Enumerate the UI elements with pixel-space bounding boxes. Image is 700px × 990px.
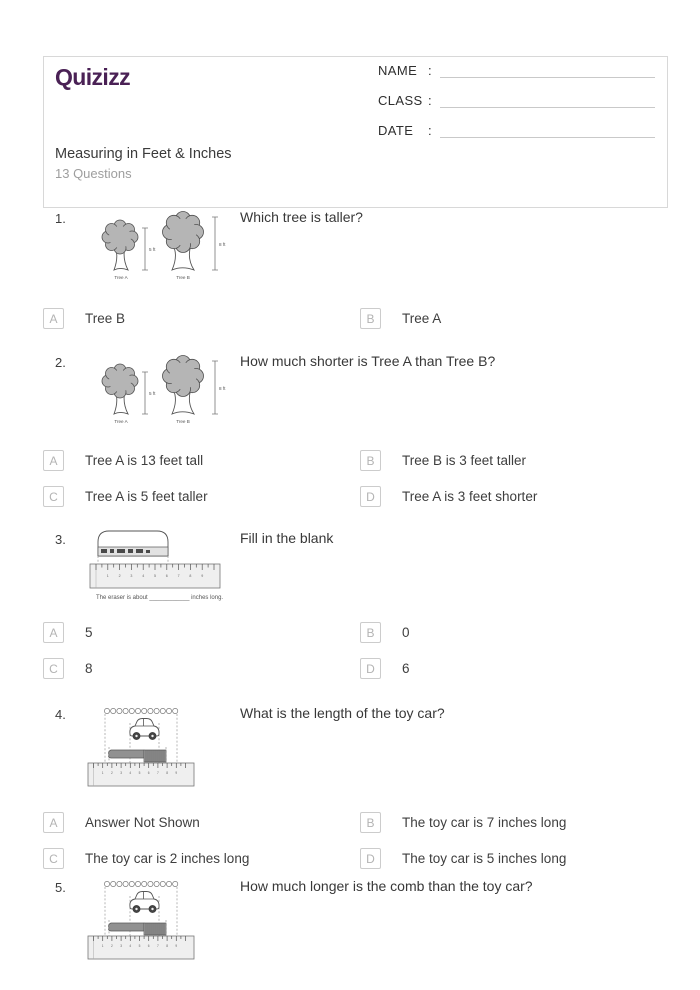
q2-option-a: A Tree A is 13 feet tall (43, 450, 203, 471)
svg-text:4: 4 (142, 574, 145, 578)
svg-text:1: 1 (101, 944, 104, 948)
worksheet-title: Measuring in Feet & Inches (55, 146, 232, 162)
option-letter-box: D (360, 486, 381, 507)
svg-text:1: 1 (101, 771, 104, 775)
svg-text:7: 7 (177, 574, 180, 578)
svg-text:5: 5 (138, 771, 141, 775)
svg-text:8: 8 (189, 574, 192, 578)
trees-figure (88, 350, 233, 428)
question-4-number: 4. (55, 707, 66, 722)
svg-text:9: 9 (201, 574, 204, 578)
option-letter-box: C (43, 486, 64, 507)
question-5-number: 5. (55, 880, 66, 895)
necklace (104, 881, 177, 886)
comb (109, 750, 166, 762)
option-letter-box: B (360, 308, 381, 329)
option-letter-box: D (360, 848, 381, 869)
date-blank-line (440, 122, 655, 138)
question-2-number: 2. (55, 355, 66, 370)
option-letter-box: D (360, 658, 381, 679)
option-letter-box: C (43, 848, 64, 869)
svg-text:3: 3 (130, 574, 133, 578)
option-letter-box: B (360, 450, 381, 471)
svg-text:6: 6 (147, 771, 150, 775)
date-field: DATE : (378, 120, 655, 138)
date-label: DATE (378, 123, 414, 138)
tree-b-height-label: 8 ft (219, 242, 226, 247)
question-5-text: How much longer is the comb than the toy car? (240, 878, 533, 894)
ruler (88, 936, 194, 959)
svg-text:7: 7 (157, 944, 159, 948)
svg-text:8: 8 (166, 771, 168, 775)
trees-figure (88, 206, 233, 284)
option-letter-box: B (360, 812, 381, 833)
svg-text:9: 9 (175, 771, 178, 775)
svg-text:1: 1 (106, 574, 109, 578)
question-count: 13 Questions (55, 166, 132, 181)
svg-text:2: 2 (111, 771, 113, 775)
question-1-text: Which tree is taller? (240, 209, 363, 225)
quizizz-logo: Quizizz (55, 64, 131, 90)
svg-text:5: 5 (154, 574, 156, 578)
svg-text:2: 2 (118, 574, 121, 578)
q3-option-d: D 6 (360, 658, 410, 679)
option-letter-box: A (43, 308, 64, 329)
q3-option-c: C 8 (43, 658, 93, 679)
comb (109, 923, 166, 935)
svg-text:6: 6 (147, 944, 150, 948)
name-label: NAME (378, 63, 418, 78)
class-label: CLASS (378, 93, 423, 108)
tree-b-canopy (163, 356, 204, 397)
svg-text:2: 2 (111, 944, 113, 948)
q2-option-c: C Tree A is 5 feet taller (43, 486, 208, 507)
tree-a-canopy (102, 364, 138, 398)
question-1-number: 1. (55, 211, 66, 226)
comb-car-ruler-figure (86, 703, 198, 788)
q4-option-a: A Answer Not Shown (43, 812, 200, 833)
svg-text:7: 7 (157, 771, 159, 775)
tree-a-height-label: 5 ft (149, 247, 156, 252)
svg-text:6: 6 (165, 574, 168, 578)
name-blank-line (440, 62, 655, 78)
tree-b-height-label: 8 ft (219, 386, 226, 391)
option-letter-box: B (360, 622, 381, 643)
q1-option-b: B Tree A (360, 308, 441, 329)
ruler (88, 763, 194, 786)
option-letter-box: A (43, 450, 64, 471)
q3-option-a: A 5 (43, 622, 93, 643)
name-field: NAME : (378, 60, 655, 78)
option-letter-box: A (43, 622, 64, 643)
question-2-text: How much shorter is Tree A than Tree B? (240, 353, 496, 369)
svg-text:8: 8 (166, 944, 168, 948)
tree-a-label: Tree A (114, 419, 128, 424)
q1-option-a: A Tree B (43, 308, 125, 329)
toy-car (130, 892, 159, 913)
svg-text:9: 9 (175, 944, 178, 948)
class-blank-line (440, 92, 655, 108)
tree-a-label: Tree A (114, 275, 128, 280)
class-field: CLASS : (378, 90, 655, 108)
tree-b-canopy (163, 212, 204, 253)
tree-a-canopy (102, 220, 138, 254)
q2-option-b: B Tree B is 3 feet taller (360, 450, 526, 471)
eraser-ruler-figure (88, 526, 223, 604)
q4-option-d: D The toy car is 5 inches long (360, 848, 566, 869)
question-3-number: 3. (55, 532, 66, 547)
q2-option-d: D Tree A is 3 feet shorter (360, 486, 537, 507)
svg-text:3: 3 (120, 771, 122, 775)
svg-text:3: 3 (120, 944, 122, 948)
question-4-text: What is the length of the toy car? (240, 705, 445, 721)
option-letter-box: A (43, 812, 64, 833)
svg-text:4: 4 (129, 771, 132, 775)
q4-option-b: B The toy car is 7 inches long (360, 812, 566, 833)
toy-car (130, 719, 159, 740)
tree-b-label: Tree B (176, 419, 190, 424)
tree-b-label: Tree B (176, 275, 190, 280)
q3-option-b: B 0 (360, 622, 410, 643)
eraser-caption: The eraser is about ____________ inches long. (96, 595, 224, 601)
tree-a-height-label: 5 ft (149, 391, 156, 396)
svg-text:4: 4 (129, 944, 132, 948)
comb-car-ruler-figure (86, 876, 198, 961)
necklace (104, 708, 177, 713)
question-3-text: Fill in the blank (240, 530, 334, 546)
option-letter-box: C (43, 658, 64, 679)
svg-text:5: 5 (138, 944, 141, 948)
q4-option-c: C The toy car is 2 inches long (43, 848, 249, 869)
